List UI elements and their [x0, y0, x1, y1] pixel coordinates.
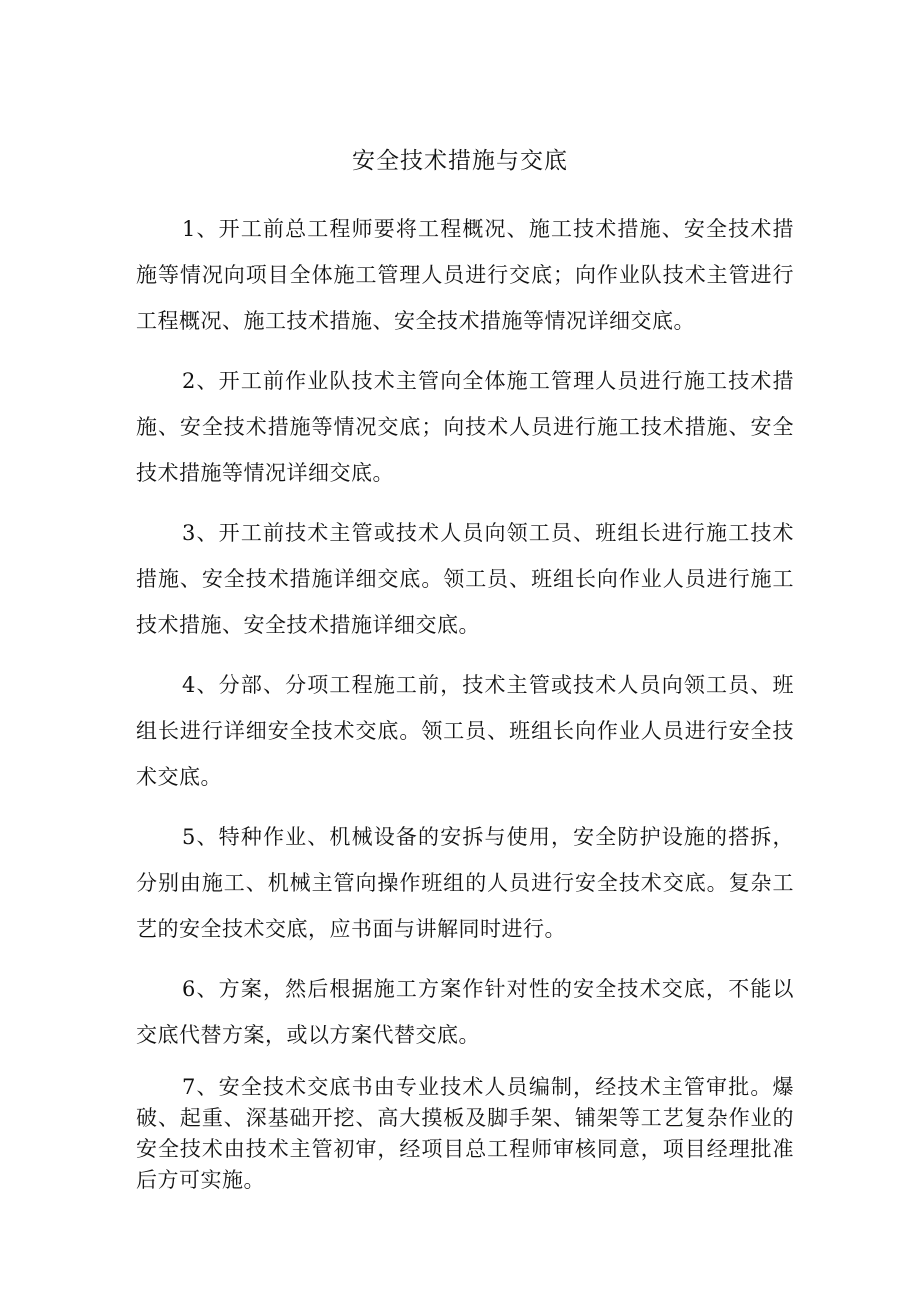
paragraph-3: 3、开工前技术主管或技术人员向领工员、班组长进行施工技术措施、安全技术措施详细交底。领工员、班组长向作业人员进行施工技术措施、安全技术措施详细交底。	[136, 521, 794, 637]
paragraph-4: 4、分部、分项工程施工前，技术主管或技术人员向领工员、班组长进行详细安全技术交底。领工员、班组长向作业人员进行安全技术交底。	[136, 673, 794, 789]
document-body	[136, 206, 794, 1210]
paragraph-6: 6、方案，然后根据施工方案作针对性的安全技术交底，不能以交底代替方案，或以方案代替交底。	[136, 977, 794, 1047]
paragraph-7: 7、安全技术交底书由专业技术人员编制，经技术主管审批。爆破、起重、深基础开挖、高大摸板及脚手架、铺架等工艺复杂作业的安全技术由技术主管初审，经项目总工程师审核同意，项目经理批准后方可实施。	[136, 1075, 794, 1192]
paragraph-1: 1、开工前总工程师要将工程概况、施工技术措施、安全技术措施等情况向项目全体施工管理人员进行交底；向作业队技术主管进行工程概况、施工技术措施、安全技术措施等情况详细交底。	[136, 217, 794, 333]
paragraph-5: 5、特种作业、机械设备的安拆与使用，安全防护设施的搭拆，分别由施工、机械主管向操作班组的人员进行安全技术交底。复杂工艺的安全技术交底，应书面与讲解同时进行。	[136, 825, 794, 941]
page-title: 安全技术措施与交底	[352, 148, 568, 174]
paragraph-2: 2、开工前作业队技术主管向全体施工管理人员进行施工技术措施、安全技术措施等情况交底；向技术人员进行施工技术措施、安全技术措施等情况详细交底。	[136, 369, 794, 485]
